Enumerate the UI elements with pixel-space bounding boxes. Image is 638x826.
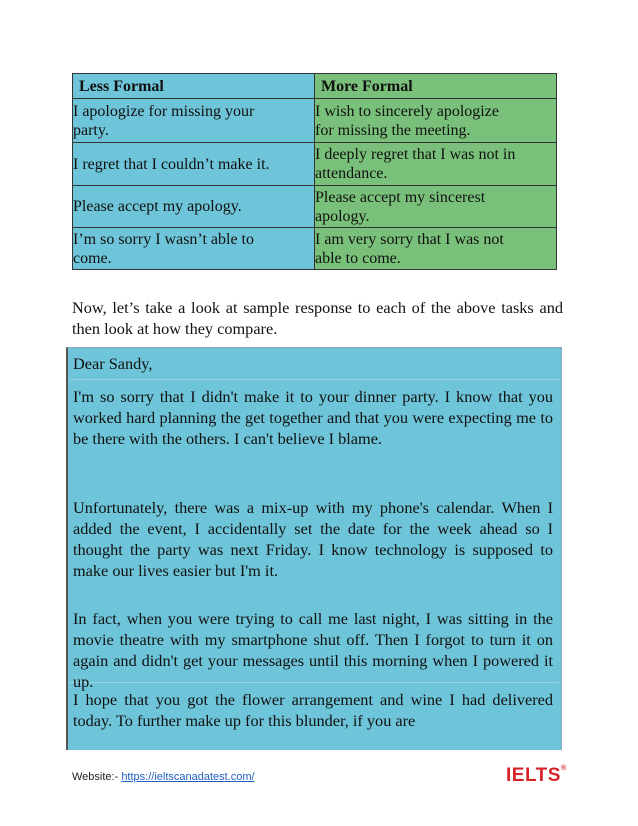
logo-text: IELTS [506, 765, 561, 786]
letter-paragraph: I'm so sorry that I didn't make it to your dinner party. I know that you worked hard planning the get together and that you were expecting me to be there with the others. I can't believe I blame. [73, 387, 553, 448]
letter-paragraph: In fact, when you were trying to call me last night, I was sitting in the movie theatre with my smartphone shut off. Then I forgot to turn it on again and didn't get your messages until this morning when I powered it up. [73, 609, 553, 691]
table-cell-less: I apologize for missing your party. [73, 99, 315, 143]
sample-letter-box [66, 347, 562, 750]
table-cell-more: I wish to sincerely apologize for missing the meeting. [315, 99, 557, 143]
table-cell-less: I’m so sorry I wasn’t able to come. [73, 228, 315, 270]
table-cell-more: I am very sorry that I was not able to come. [315, 228, 557, 270]
letter-greeting: Dear Sandy, [73, 354, 153, 373]
table-cell-less: Please accept my apology. [73, 186, 315, 228]
divider [70, 379, 559, 380]
ielts-logo [506, 765, 567, 787]
registered-mark: ® [560, 765, 567, 772]
letter-paragraph: I hope that you got the flower arrangement and wine I had delivered today. To further make up for this blunder, if you are [73, 690, 553, 730]
formality-table [72, 73, 557, 270]
header-less-formal: Less Formal [73, 74, 315, 99]
table-cell-more: I deeply regret that I was not in attendance. [315, 143, 557, 186]
page-footer [72, 771, 255, 783]
intro-paragraph: Now, let’s take a look at sample response to each of the above tasks and then look at how they compare. [72, 298, 563, 338]
table-cell-more: Please accept my sincerest apology. [315, 186, 557, 228]
letter-paragraph: Unfortunately, there was a mix-up with my phone's calendar. When I added the event, I accidentally set the date for the week ahead so I thought the party was next Friday. I know technology is supposed to make our lives easier but I'm it. [73, 498, 553, 580]
header-more-formal: More Formal [315, 74, 557, 99]
footer-label: Website:- [72, 771, 122, 783]
website-link[interactable]: https://ieltscanadatest.com/ [121, 771, 255, 783]
table-cell-less: I regret that I couldn’t make it. [73, 143, 315, 186]
